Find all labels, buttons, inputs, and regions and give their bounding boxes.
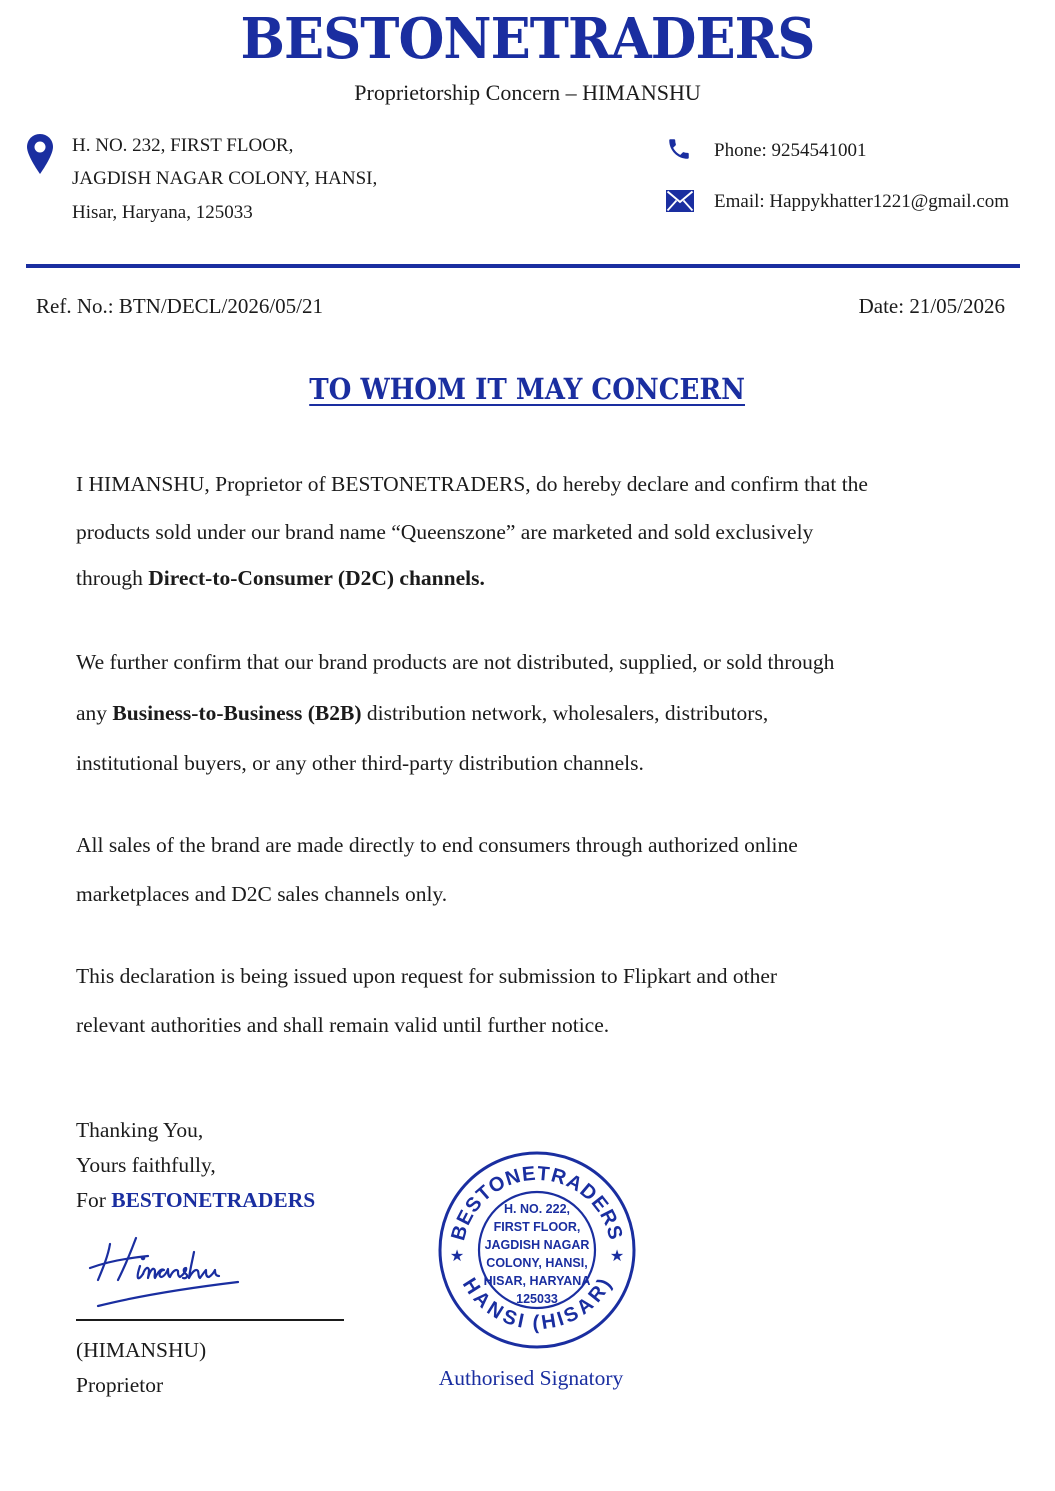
closing-company: BESTONETRADERS [111,1188,316,1212]
letter-heading [0,372,1055,406]
paragraph-1-line-2: products sold under our brand name “Queenszone” are marketed and sold exclusively [76,520,814,544]
header-divider [26,264,1020,268]
paragraph-4-line-1: This declaration is being issued upon request for submission to Flipkart and other [76,964,778,988]
paragraph-2-line-2 [76,701,996,726]
address-line-1: H. NO. 232, FIRST FLOOR, [72,135,294,156]
stamp-line-3: JAGDISH NAGAR [484,1238,590,1252]
paragraph-2-line-2-post: distribution network, wholesalers, distributors, [361,701,769,725]
closing-thanks: Thanking You, [76,1118,204,1142]
stamp-arc-top: BESTONETRADERS [447,1162,627,1243]
heading-text: TO WHOM IT MAY CONCERN [309,372,746,406]
reference-number: Ref. No.: BTN/DECL/2026/05/21 [36,294,323,318]
signatory-name: (HIMANSHU) [76,1338,207,1362]
handwritten-signature [88,1232,248,1312]
paragraph-4-line-2: relevant authorities and shall remain valid until further notice. [76,1013,610,1037]
company-subtitle: Proprietorship Concern – HIMANSHU [354,80,701,105]
email-address: Email: Happykhatter1221@gmail.com [714,191,1010,212]
paragraph-2-line-1: We further confirm that our brand products are not distributed, supplied, or sold through [76,650,835,674]
stamp-arc-bottom: HANSI (HISAR) [457,1274,617,1335]
paragraph-2-line-3: institutional buyers, or any other third-party distribution channels. [76,751,644,775]
location-pin-icon [26,133,54,175]
stamp-line-4: COLONY, HANSI, [486,1256,588,1270]
paragraph-3-line-1: All sales of the brand are made directly to end consumers through authorized online [76,833,798,857]
stamp-star-right: ★ [609,1246,625,1265]
stamp-line-1: H. NO. 222, [504,1202,570,1216]
stamp-star-left: ★ [449,1246,465,1265]
phone-icon [666,136,692,162]
paragraph-1-line-3 [76,566,996,591]
company-name: BESTONETRADERS [240,6,815,72]
b2b-emphasis: Business-to-Business (B2B) [112,701,362,725]
phone-number: Phone: 9254541001 [714,140,867,161]
d2c-emphasis: Direct-to-Consumer (D2C) channels. [148,566,485,590]
stamp-line-2: FIRST FLOOR, [493,1220,581,1234]
closing-yours: Yours faithfully, [76,1153,216,1177]
paragraph-1-line-3-text: through [76,566,149,590]
stamp-line-6: 125033 [516,1292,558,1306]
paragraph-2-line-2-pre: any [76,701,113,725]
paragraph-1-line-1: I HIMANSHU, Proprietor of BESTONETRADERS, do hereby declare and confirm that the [76,472,868,496]
address-line-2: JAGDISH NAGAR COLONY, HANSI, [72,168,378,189]
stamp-line-5: HISAR, HARYANA [483,1274,591,1288]
address-line-3: Hisar, Haryana, 125033 [72,202,253,223]
paragraph-3-line-2: marketplaces and D2C sales channels only. [76,882,448,906]
email-icon [666,190,694,212]
authorised-signatory-label: Authorised Signatory [438,1366,624,1390]
letter-date: Date: 21/05/2026 [858,294,1005,318]
closing-for-prefix: For [76,1188,112,1212]
signature-line [76,1319,344,1321]
signatory-title: Proprietor [76,1373,164,1397]
closing-for [76,1188,315,1213]
